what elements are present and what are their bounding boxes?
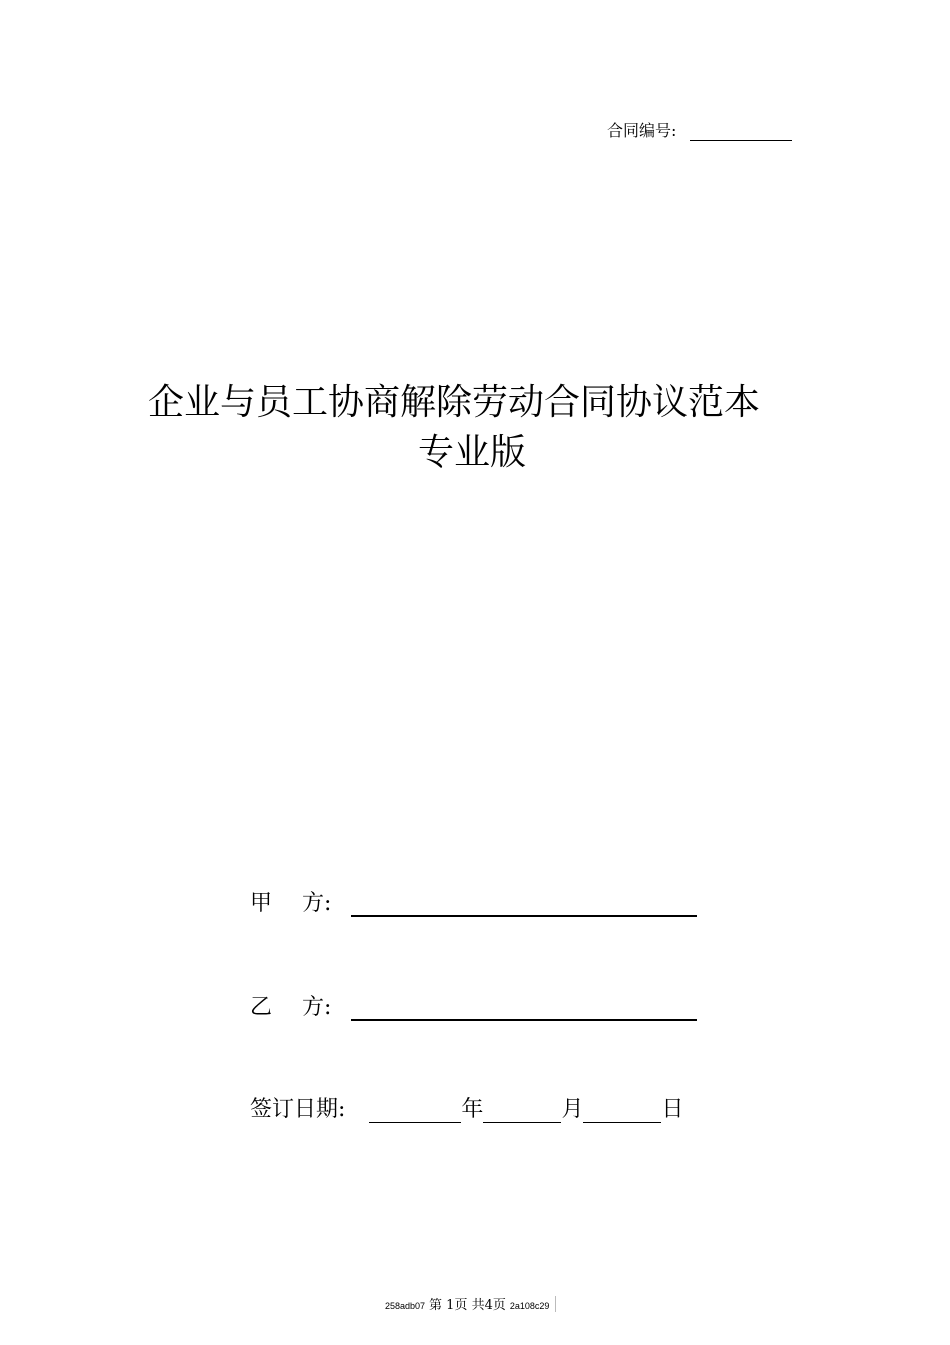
year-label: 年 bbox=[461, 1097, 484, 1122]
footer-divider bbox=[555, 1296, 556, 1312]
sign-month-blank[interactable] bbox=[483, 1096, 561, 1123]
party-b-label-suffix: 方: bbox=[302, 995, 332, 1020]
party-a-label-suffix: 方: bbox=[302, 891, 332, 916]
sign-date-label: 签订日期: bbox=[250, 1097, 346, 1122]
party-b-blank[interactable] bbox=[351, 993, 697, 1021]
contract-number-field bbox=[607, 118, 792, 141]
party-a-field bbox=[250, 886, 697, 917]
contract-number-label: 合同编号: bbox=[607, 121, 677, 140]
contract-number-blank[interactable] bbox=[690, 120, 792, 141]
footer-code-right: 2a108c29 bbox=[509, 1301, 550, 1311]
party-b-label-char: 乙 bbox=[250, 995, 273, 1020]
sign-date-field bbox=[250, 1092, 683, 1123]
month-label: 月 bbox=[561, 1097, 584, 1122]
party-a-label-char: 甲 bbox=[250, 891, 273, 916]
footer-code-left: 258adb07 bbox=[385, 1301, 426, 1311]
page-footer bbox=[385, 1294, 556, 1313]
sign-year-blank[interactable] bbox=[369, 1096, 461, 1123]
party-a-blank[interactable] bbox=[351, 889, 697, 917]
day-label: 日 bbox=[661, 1097, 684, 1122]
page-number: 第 1页 共4页 bbox=[429, 1298, 506, 1313]
document-subtitle: 专业版 bbox=[418, 432, 527, 473]
sign-day-blank[interactable] bbox=[583, 1096, 661, 1123]
document-title: 企业与员工协商解除劳动合同协议范本 bbox=[148, 382, 761, 423]
party-b-field bbox=[250, 990, 697, 1021]
